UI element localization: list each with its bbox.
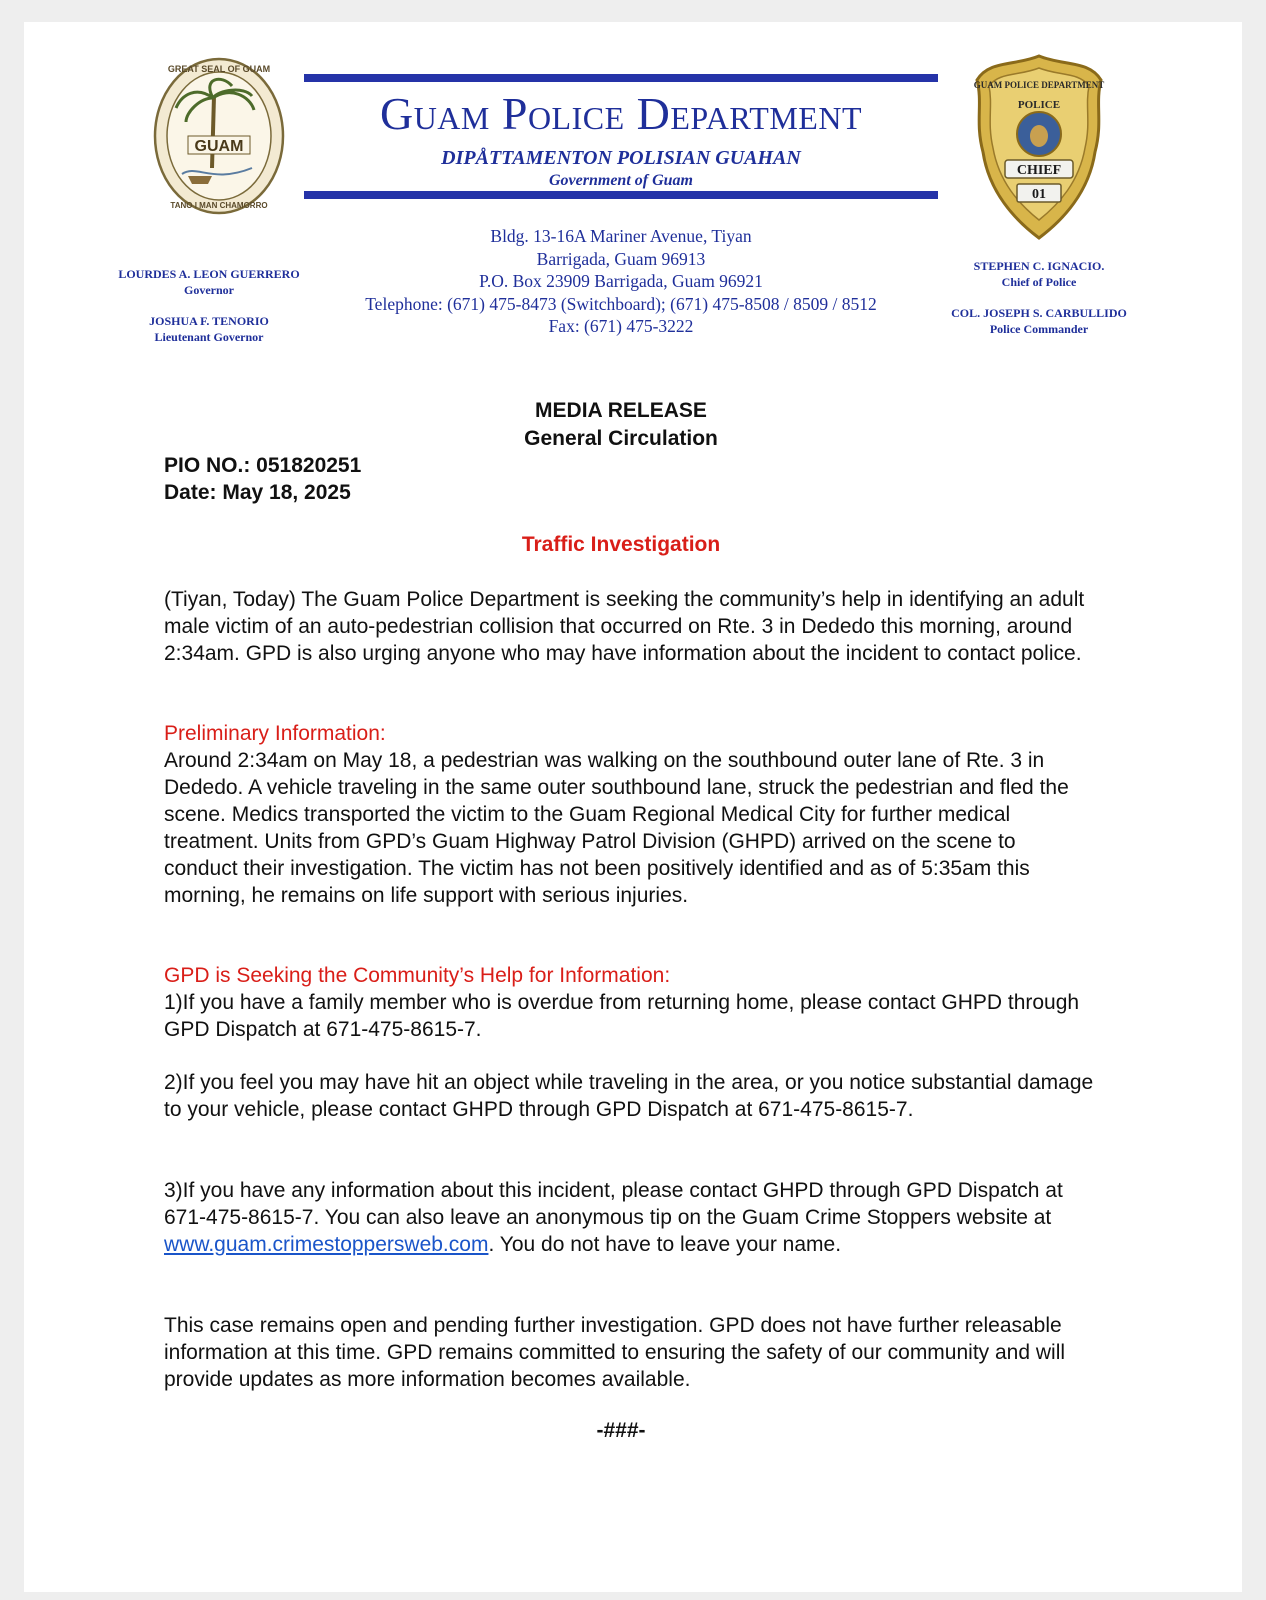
police-commander-block <box>909 305 1169 337</box>
guam-seal-logo <box>152 56 286 216</box>
end-mark: -###- <box>596 1419 646 1442</box>
lieutenant-governor-block <box>84 313 334 345</box>
seal-bottom-text: TANO I MAN CHAMORRO <box>170 201 268 210</box>
seal-center-text: GUAM <box>194 138 244 155</box>
badge-police-text: POLICE <box>1017 99 1061 111</box>
release-date: Date: May 18, 2025 <box>164 481 351 504</box>
telephone-line: Telephone: (671) 475-8473 (Switchboard); (671) 475-8508 / 8509 / 8512 <box>365 293 877 314</box>
department-title: Guam Police Department <box>379 88 863 139</box>
preliminary-heading: Preliminary Information: <box>164 722 386 745</box>
help-item-2: 2)If you feel you may have hit an object while traveling in the area, or you notice substantial damage to your vehicle, please contact GHPD through GPD Dispatch at 671-475-8615-7. <box>164 1071 1094 1121</box>
badge-chief-text: CHIEF <box>1016 163 1062 178</box>
preliminary-text: Around 2:34am on May 18, a pedestrian was walking on the southbound outer lane of Rte. 3 in Dededo. A vehicle traveling in the same outer southbound lane, struck the pedestrian and fled the scene. Medics transported the victim to the Guam Regional Medical City for further medical treatment. Units from GPD’s Guam Highway Patrol Division (GHPD) arrived on the scene to conduct their investigation. The victim has not been positively identified and as of 5:35am this morning, he remains on life support with serious injuries. <box>164 749 1069 907</box>
official-name: COL. JOSEPH S. CARBULLIDO <box>951 306 1127 320</box>
official-name: JOSHUA F. TENORIO <box>149 314 269 328</box>
badge-number-text: 01 <box>1032 187 1046 202</box>
chief-of-police-block <box>909 258 1169 290</box>
chief-badge-logo <box>971 52 1107 242</box>
release-topic: Traffic Investigation <box>521 533 721 556</box>
official-title: Lieutenant Governor <box>154 330 264 344</box>
help-item-3-text: 3)If you have any information about this incident, please contact GHPD through GPD Dispatch at 671-475-8615-7. You can also leave an anonymous tip on the Guam Crime Stoppers website at <box>164 1179 1063 1229</box>
pio-number: PIO NO.: 051820251 <box>164 454 362 477</box>
release-type: MEDIA RELEASE <box>535 399 707 422</box>
preliminary-section <box>164 720 1094 909</box>
letterhead-rule-top <box>304 74 938 82</box>
letterhead-rule-bottom <box>304 191 938 199</box>
release-meta <box>164 452 664 506</box>
crime-stoppers-link[interactable]: www.guam.crimestoppersweb.com <box>164 1233 489 1256</box>
intro-paragraph: (Tiyan, Today) The Guam Police Department is seeking the community’s help in identifying an adult male victim of an auto-pedestrian collision that occurred on Rte. 3 in Dededo this morning, around 2:34am. GPD is also urging anyone who may have information about the incident to contact police. <box>164 588 1085 665</box>
closing-paragraph: This case remains open and pending further investigation. GPD does not have further releasable information at this time. GPD remains committed to ensuring the safety of our community and will provide updates as more information becomes available. <box>164 1314 1066 1391</box>
government-line: Government of Guam <box>549 172 693 189</box>
address-line: Barrigada, Guam 96913 <box>536 248 706 269</box>
address-line: P.O. Box 23909 Barrigada, Guam 96921 <box>479 271 763 291</box>
address-line: Bldg. 13-16A Mariner Avenue, Tiyan <box>490 226 752 246</box>
official-name: LOURDES A. LEON GUERRERO <box>118 267 300 281</box>
fax-line: Fax: (671) 475-3222 <box>548 316 694 336</box>
official-title: Police Commander <box>989 322 1089 336</box>
release-heading <box>424 397 818 453</box>
help-item-3 <box>164 1177 1094 1258</box>
official-title: Governor <box>184 283 234 297</box>
help-item-3-text-end: . You do not have to leave your name. <box>488 1233 842 1256</box>
official-name: STEPHEN C. IGNACIO. <box>973 259 1105 273</box>
seal-ring-text: GREAT SEAL OF GUAM <box>167 64 271 74</box>
governor-block <box>84 266 334 298</box>
document-page <box>24 22 1242 1592</box>
help-heading: GPD is Seeking the Community’s Help for Information: <box>164 964 671 987</box>
department-address <box>304 225 938 338</box>
help-section <box>164 962 1094 1043</box>
help-item-1: 1)If you have a family member who is overdue from returning home, please contact GHPD through GPD Dispatch at 671-475-8615-7. <box>164 991 1080 1041</box>
release-circulation: General Circulation <box>524 427 718 450</box>
official-title: Chief of Police <box>1001 275 1077 289</box>
badge-top-text: GUAM POLICE DEPARTMENT <box>973 80 1105 90</box>
department-subtitle: DIPÅTTAMENTON POLISIAN GUAHAN <box>441 147 801 169</box>
